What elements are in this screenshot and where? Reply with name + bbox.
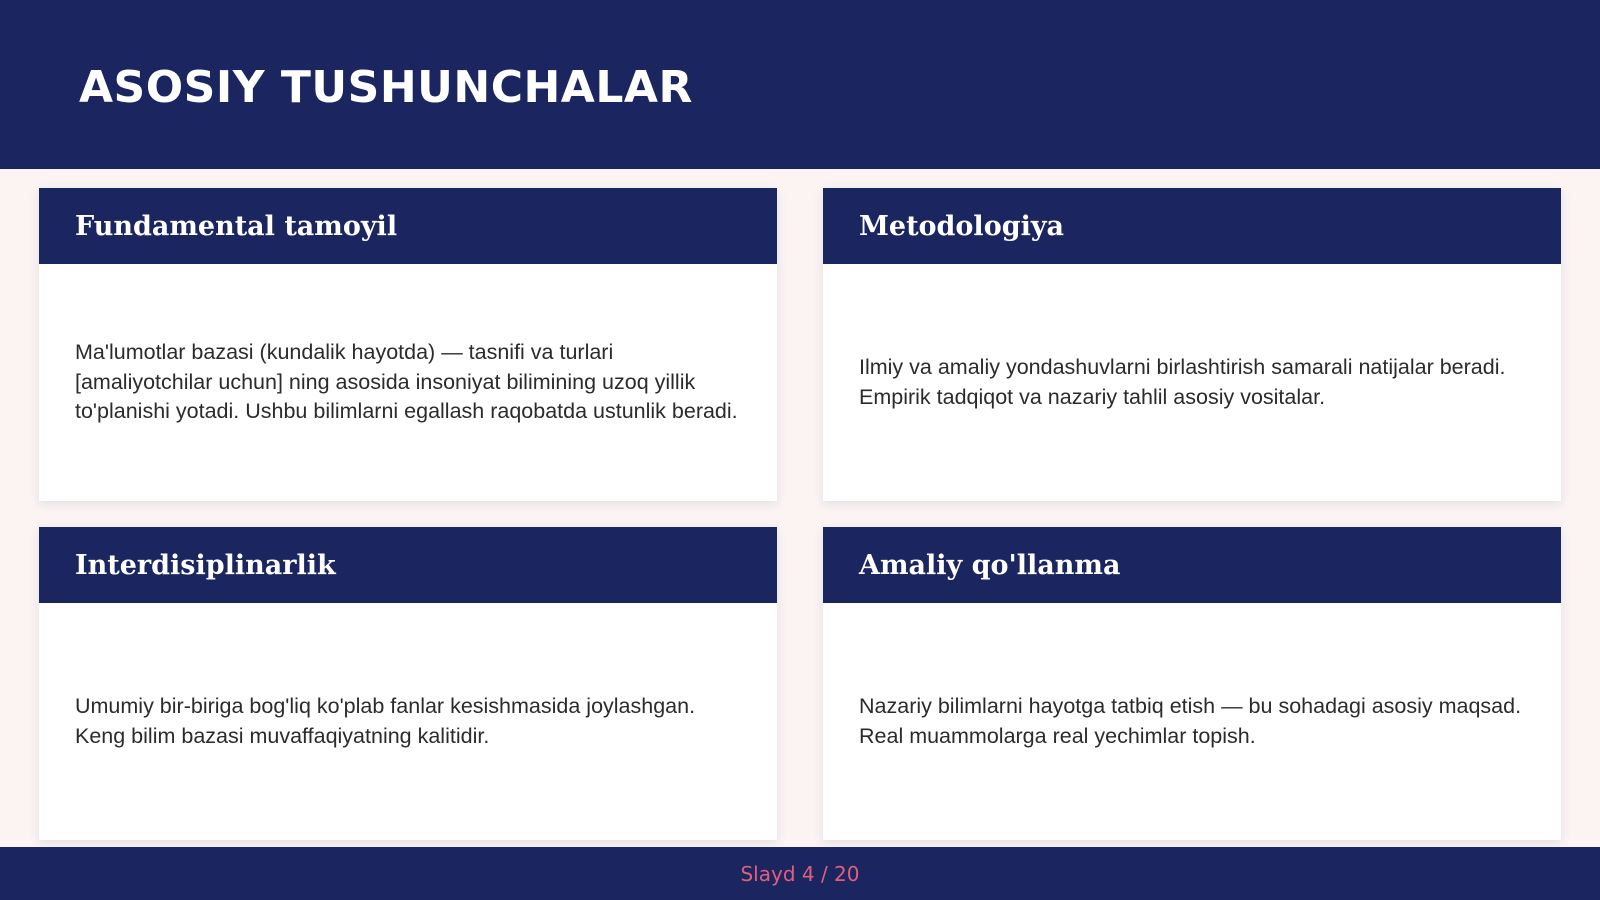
footer-bar <box>0 847 1600 900</box>
card-fundamental-tamoyil <box>39 188 777 501</box>
card-metodologiya <box>823 188 1561 501</box>
card-interdisiplinarlik <box>39 527 777 840</box>
card-header <box>39 527 777 603</box>
card-amaliy-qollanma <box>823 527 1561 840</box>
card-text: Umumiy bir-biriga bog'liq ko'plab fanlar kesishmasida joylashgan. Keng bilim bazasi muvaffaqiyatning kalitidir. <box>75 694 696 748</box>
card-text: Ilmiy va amaliy yondashuvlarni birlashtirish samarali natijalar beradi. Empirik tadqiqot va nazariy tahlil asosiy vositalar. <box>859 355 1506 409</box>
card-header <box>823 527 1561 603</box>
card-body <box>39 264 777 501</box>
card-header <box>39 188 777 264</box>
header-bar <box>0 0 1600 169</box>
card-text: Nazariy bilimlarni hayotga tatbiq etish — bu sohadagi asosiy maqsad. Real muammolarga real yechimlar topish. <box>859 694 1522 748</box>
card-title: Metodologiya <box>859 210 1065 242</box>
card-title: Fundamental tamoyil <box>75 210 398 242</box>
slide-counter: Slayd 4 / 20 <box>740 861 860 886</box>
card-body <box>823 603 1561 840</box>
card-title: Interdisiplinarlik <box>75 549 336 581</box>
slide-title: ASOSIY TUSHUNCHALAR <box>79 62 693 113</box>
card-title: Amaliy qo'llanma <box>859 549 1121 581</box>
card-text: Ma'lumotlar bazasi (kundalik hayotda) — tasnifi va turlari [amaliyotchilar uchun] ning asosida insoniyat bilimining uzoq yillik to'planishi yotadi. Ushbu bilimlarni egallash raqobatda ustunlik beradi. <box>75 340 738 424</box>
card-body <box>39 603 777 840</box>
card-body <box>823 264 1561 501</box>
card-header <box>823 188 1561 264</box>
